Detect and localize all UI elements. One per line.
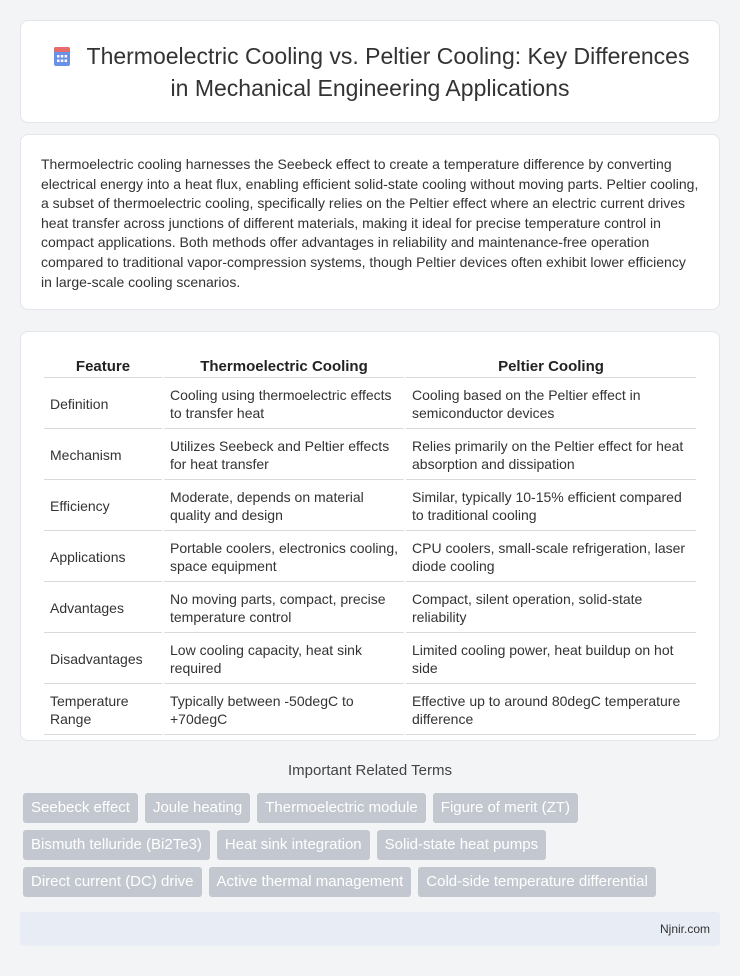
feature-cell: Efficiency bbox=[44, 482, 162, 531]
table-row bbox=[44, 380, 696, 429]
document-icon bbox=[51, 45, 73, 67]
thermoelectric-cell: Typically between -50degC to +70degC bbox=[164, 686, 404, 735]
page-title bbox=[40, 40, 700, 104]
feature-cell: Definition bbox=[44, 380, 162, 429]
related-term-tag[interactable]: Direct current (DC) drive bbox=[23, 867, 202, 897]
related-term-tag[interactable]: Heat sink integration bbox=[217, 830, 370, 860]
footer-site-link[interactable]: Njnir.com bbox=[659, 922, 710, 936]
header-peltier: Peltier Cooling bbox=[406, 354, 696, 378]
peltier-cell: Compact, silent operation, solid-state reliability bbox=[406, 584, 696, 633]
table-header-row bbox=[44, 354, 696, 378]
peltier-cell: Effective up to around 80degC temperature difference bbox=[406, 686, 696, 735]
peltier-cell: Similar, typically 10-15% efficient compared to traditional cooling bbox=[406, 482, 696, 531]
related-term-tag[interactable]: Bismuth telluride (Bi2Te3) bbox=[23, 830, 210, 860]
feature-cell: Disadvantages bbox=[44, 635, 162, 684]
comparison-table bbox=[42, 352, 698, 737]
related-term-tag[interactable]: Thermoelectric module bbox=[257, 793, 426, 823]
related-term-tag[interactable]: Solid-state heat pumps bbox=[377, 830, 546, 860]
feature-cell: Temperature Range bbox=[44, 686, 162, 735]
table-row bbox=[44, 584, 696, 633]
related-term-tag[interactable]: Seebeck effect bbox=[23, 793, 138, 823]
feature-cell: Advantages bbox=[44, 584, 162, 633]
header-feature: Feature bbox=[44, 354, 162, 378]
title-card bbox=[20, 20, 720, 123]
table-row bbox=[44, 635, 696, 684]
peltier-cell: Limited cooling power, heat buildup on hot side bbox=[406, 635, 696, 684]
related-terms-tags bbox=[23, 793, 723, 897]
footer bbox=[20, 912, 720, 946]
header-thermoelectric: Thermoelectric Cooling bbox=[164, 354, 404, 378]
page-title-text: Thermoelectric Cooling vs. Peltier Cooling: Key Differences in Mechanical Engineering Applications bbox=[86, 42, 690, 101]
thermoelectric-cell: Cooling using thermoelectric effects to transfer heat bbox=[164, 380, 404, 429]
thermoelectric-cell: Utilizes Seebeck and Peltier effects for heat transfer bbox=[164, 431, 404, 480]
table-row bbox=[44, 686, 696, 735]
intro-paragraph: Thermoelectric cooling harnesses the Seebeck effect to create a temperature difference by converting electrical energy into a heat flux, enabling efficient solid-state cooling without moving parts. Peltier cooling, a subset of thermoelectric cooling, specifically relies on the Peltier effect where an electric current drives heat transfer across junctions of different materials, making it ideal for precise temperature control in compact applications. Both methods offer advantages in reliability and maintenance-free operation compared to traditional vapor-compression systems, though Peltier devices often exhibit lower efficiency in large-scale cooling scenarios. bbox=[41, 156, 699, 290]
table-row bbox=[44, 431, 696, 480]
related-term-tag[interactable]: Joule heating bbox=[145, 793, 250, 823]
related-term-tag[interactable]: Cold-side temperature differential bbox=[418, 867, 656, 897]
peltier-cell: Cooling based on the Peltier effect in semiconductor devices bbox=[406, 380, 696, 429]
thermoelectric-cell: Low cooling capacity, heat sink required bbox=[164, 635, 404, 684]
related-term-tag[interactable]: Active thermal management bbox=[209, 867, 412, 897]
related-terms-heading: Important Related Terms bbox=[288, 762, 452, 779]
peltier-cell: Relies primarily on the Peltier effect for heat absorption and dissipation bbox=[406, 431, 696, 480]
peltier-cell: CPU coolers, small-scale refrigeration, laser diode cooling bbox=[406, 533, 696, 582]
feature-cell: Mechanism bbox=[44, 431, 162, 480]
thermoelectric-cell: Portable coolers, electronics cooling, space equipment bbox=[164, 533, 404, 582]
comparison-table-card bbox=[20, 331, 720, 741]
thermoelectric-cell: Moderate, depends on material quality and design bbox=[164, 482, 404, 531]
table-row bbox=[44, 533, 696, 582]
related-term-tag[interactable]: Figure of merit (ZT) bbox=[433, 793, 578, 823]
thermoelectric-cell: No moving parts, compact, precise temperature control bbox=[164, 584, 404, 633]
intro-card bbox=[20, 134, 720, 310]
table-row bbox=[44, 482, 696, 531]
feature-cell: Applications bbox=[44, 533, 162, 582]
